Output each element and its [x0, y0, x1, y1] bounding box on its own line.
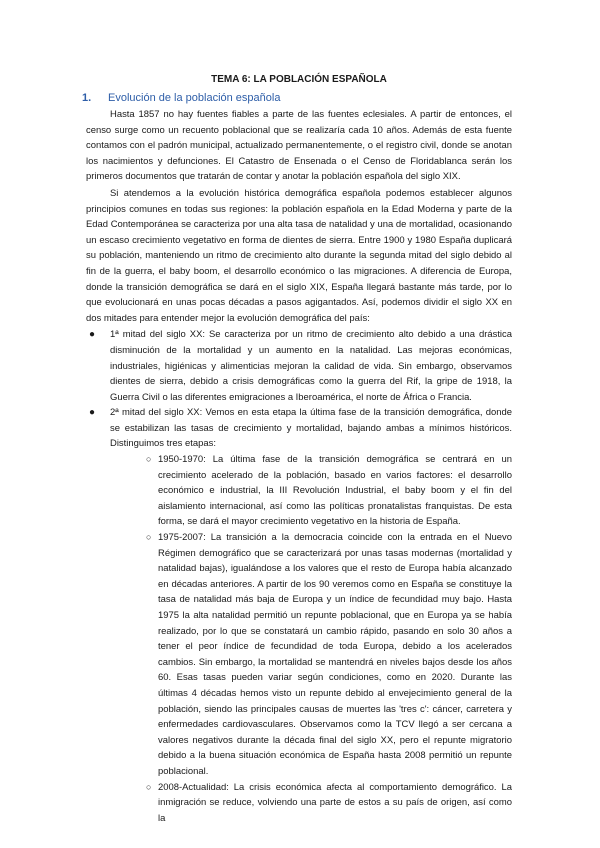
- section-title: Evolución de la población española: [108, 92, 281, 104]
- list-item-text: 1ª mitad del siglo XX: Se caracteriza por un ritmo de crecimiento alto debido a una drástica disminución de la mortalidad y un aumento en la natalidad. Las mejoras económicas, industriales, higiénicas y alimenticias mejoran la calidad de vida. Sin embargo, observamos dientes de sierra, debido a crisis demográficas como la guerra del Rif, la gripe de 1918, la Guerra Civil o las diferentes emigraciones a Iberoamérica, el norte de África o Francia.: [110, 329, 512, 403]
- bullet-dot-icon: ●: [89, 407, 96, 419]
- sub-list-item: [146, 780, 512, 827]
- sub-list-item: [146, 530, 512, 780]
- bullet-circle-icon: ○: [146, 781, 152, 792]
- bullet-circle-icon: ○: [146, 532, 152, 543]
- list-item-text: 2ª mitad del siglo XX: Vemos en esta etapa la última fase de la transición demográfica, donde se estabilizan las tasas de crecimiento y mortalidad, bajando ambas a mínimos históricos. Distinguimos tres etapas:: [110, 407, 512, 450]
- sub-list-item-text: 1950-1970: La última fase de la transición demográfica se centrará en un crecimiento acelerado de la población, basado en varios factores: el desarrollo económico e industrial, la III Revolución Industrial, el baby boom y el fin del aislamiento internacional, así como las políticas pronatalistas franquistas. De esta forma, se dará el mayor crecimiento vegetativo en la historia de España.: [158, 454, 512, 528]
- stages-list: [110, 452, 512, 826]
- paragraph-evolution: Si atendemos a la evolución histórica demográfica española podemos establecer algunos principios comunes en todas sus regiones: la población española en la Edad Moderna y parte de la Edad Contemporánea se caracteriza por una alta tasa de natalidad y una de mortalidad, ocasionando un escaso crecimiento vegetativo en forma de dientes de sierra. Entre 1900 y 1980 España duplicará su población, manteniendo un ritmo de crecimiento alto durante la segunda mitad del siglo debido al fin de la guerra, el baby boom, el desarrollo económico o las migraciones. A diferencia de Europa, donde la transición demográfica se dará en el siglo XIX, España llegará bastante más tarde, por lo que evolucionará en unas pocas décadas a pasos agigantados. Así, podemos dividir el siglo XX en dos mitades para entender mejor la evolución demográfica del país:: [86, 187, 512, 324]
- sub-list-item: [146, 452, 512, 530]
- sub-list-item-text: 2008-Actualidad: La crisis económica afecta al comportamiento demográfico. La inmigración se reduce, volviendo una parte de estos a su país de origen, así como la: [158, 781, 512, 824]
- sub-list-item-text: 1975-2007: La transición a la democracia coincide con la entrada en el Nuevo Régimen demográfico que se caracterizará por unas tasas modernas (mortalidad y natalidad bajas), igualándose a los valores que el resto de Europa había alcanzado en décadas anteriores. A partir de los 90 veremos como en España se constituye la tasa de natalidad más baja de Europa y un índice de fecundidad muy bajo. Hasta 1975 la alta natalidad permitió un repunte poblacional, que en Europa ya se había realizado, por lo que se constatará un cambio rápido, pasando en solo 30 años a tener el peor índice de fecundidad de toda Europa, debido a los acelerados cambios. Sin embargo, la mortalidad se mantendrá en niveles bajos desde los años 60. Esas tasas pueden variar según condiciones, como en 2020. Durante las últimas 4 décadas hemos visto un repunte debido al envejecimiento general de la población, siendo las principales causas de muertes las 'tres c': cáncer, carretera y enfermedades cardiovasculares. Observamos como la TCV llegó a ser cercana a valores negativos durante la década final del siglo XX, pero el repunte migratorio debido a la buena situación económica de España hasta 2008 permitió un repunte poblacional.: [158, 532, 512, 777]
- bullet-dot-icon: ●: [89, 329, 96, 341]
- century-halves-list: [86, 327, 512, 826]
- section-number: 1.: [82, 92, 92, 104]
- list-item: [86, 405, 512, 826]
- list-item: [86, 327, 512, 405]
- section-heading: [82, 90, 512, 106]
- bullet-circle-icon: ○: [146, 454, 152, 465]
- document-title: TEMA 6: LA POBLACIÓN ESPAÑOLA: [211, 74, 387, 85]
- paragraph-sources: Hasta 1857 no hay fuentes fiables a parte de las fuentes eclesiales. A partir de entonces, el censo surge como un recuento poblacional que se realizaría cada 10 años. Además de esta fuente contamos con el padrón municipal, actualizado permanentemente, o el registro civil, donde se anotan los nacimientos y defunciones. El Catastro de Ensenada o el Censo de Floridablanca serán los primeros documentos que tratarán de contar y anotar la población española del siglo XIX.: [86, 109, 512, 183]
